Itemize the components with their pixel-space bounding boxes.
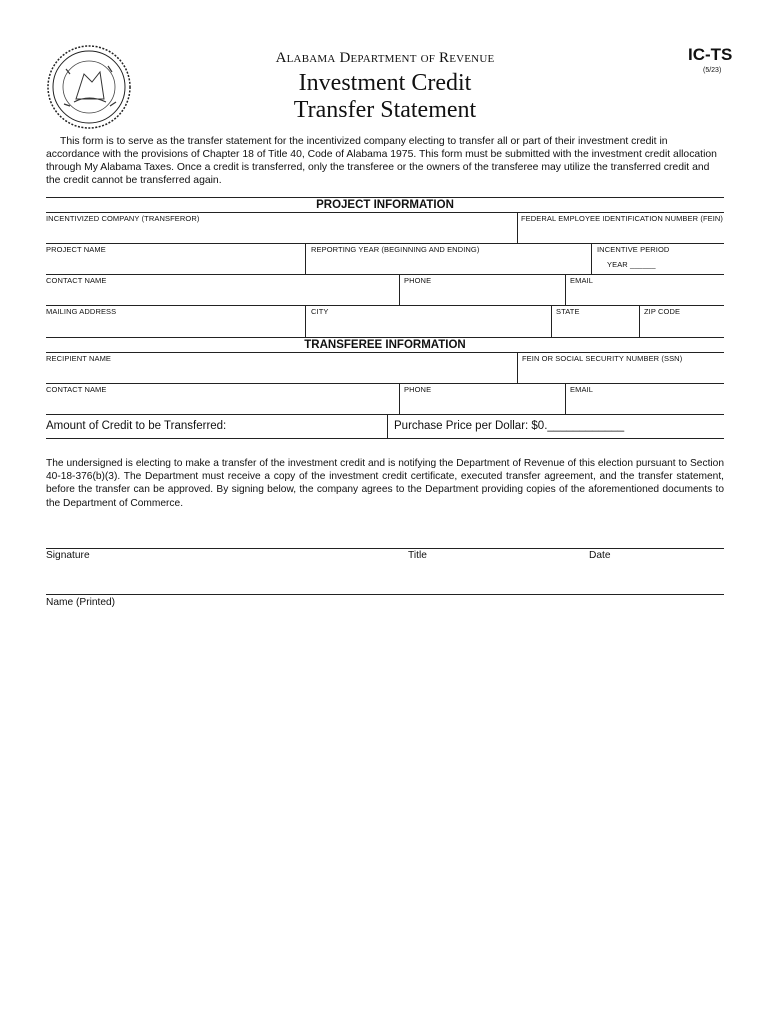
- form-id: IC-TS: [688, 45, 733, 64]
- zip-code-label: ZIP CODE: [644, 307, 681, 316]
- reporting-year-label: REPORTING YEAR (BEGINNING AND ENDING): [311, 245, 480, 254]
- credit-amount-field[interactable]: Amount of Credit to be Transferred:: [46, 420, 227, 432]
- intro-text-body: This form is to serve as the transfer statement for the incentivized company electing to transfer all or part of their investment credit in accordance with the provisions of Chapter 18 of Title 40, Code of Alabama 1975. This form must be submitted with the investment credit allocation through My Alabama Taxes. Once a credit is transferred, only the transferee or the owners of the transferee may utilize the transferred credit and the credit cannot be transferred again.: [46, 136, 717, 186]
- form-title-line2: Transfer Statement: [293, 97, 477, 123]
- phone-label: PHONE: [404, 276, 432, 285]
- divider: [46, 438, 724, 439]
- state-label: STATE: [556, 307, 580, 316]
- printed-name-label: Name (Printed): [46, 597, 116, 608]
- signature-line[interactable]: [46, 548, 724, 549]
- email-label: EMAIL: [570, 276, 594, 285]
- alabama-seal-logo: [46, 44, 132, 130]
- date-label: Date: [589, 550, 611, 561]
- incentive-year-field[interactable]: YEAR ______: [607, 260, 656, 269]
- fein-ssn-label: FEIN OR SOCIAL SECURITY NUMBER (SSN): [522, 354, 683, 363]
- mailing-address-label: MAILING ADDRESS: [46, 307, 117, 316]
- divider: [46, 337, 724, 338]
- divider: [46, 197, 724, 198]
- email-label: EMAIL: [570, 385, 594, 394]
- intro-text: [46, 135, 724, 187]
- phone-label: PHONE: [404, 385, 432, 394]
- form-title-line1: Investment Credit: [298, 70, 472, 96]
- incentive-period-label: INCENTIVE PERIOD: [597, 245, 670, 254]
- divider: [387, 414, 388, 438]
- purchase-price-field[interactable]: Purchase Price per Dollar: $0.____________: [394, 420, 625, 432]
- recipient-name-field[interactable]: [46, 353, 516, 383]
- declaration-text: The undersigned is electing to make a transfer of the investment credit and is notifying the Department of Revenue of this election pursuant to Section 40-18-376(b)(3). The Department must receive a copy of the investment credit certificate, executed transfer agreement, and the transfer statement, before the transfer can be approved. By signing below, the company agrees to the Department providing copies of the aforementioned documents to the Department of Commerce.: [46, 458, 724, 509]
- department-name: Alabama Department of Revenue: [275, 50, 495, 66]
- divider: [46, 414, 724, 415]
- printed-name-line[interactable]: [46, 594, 724, 595]
- contact-name-label: CONTACT NAME: [46, 385, 107, 394]
- form-revision: (5/23): [703, 67, 722, 74]
- city-field[interactable]: [306, 306, 550, 336]
- city-label: CITY: [311, 307, 329, 316]
- fein-label: FEDERAL EMPLOYEE IDENTIFICATION NUMBER (FEIN): [521, 214, 724, 223]
- recipient-name-label: RECIPIENT NAME: [46, 354, 112, 363]
- contact-name-label: CONTACT NAME: [46, 276, 107, 285]
- transferee-info-heading: TRANSFEREE INFORMATION: [304, 339, 466, 351]
- incentivized-company-label: INCENTIVIZED COMPANY (TRANSFEROR): [46, 214, 200, 223]
- divider: [591, 243, 592, 275]
- title-label: Title: [408, 550, 427, 561]
- signature-label: Signature: [46, 550, 90, 561]
- project-name-label: PROJECT NAME: [46, 245, 106, 254]
- project-info-heading: PROJECT INFORMATION: [316, 199, 454, 211]
